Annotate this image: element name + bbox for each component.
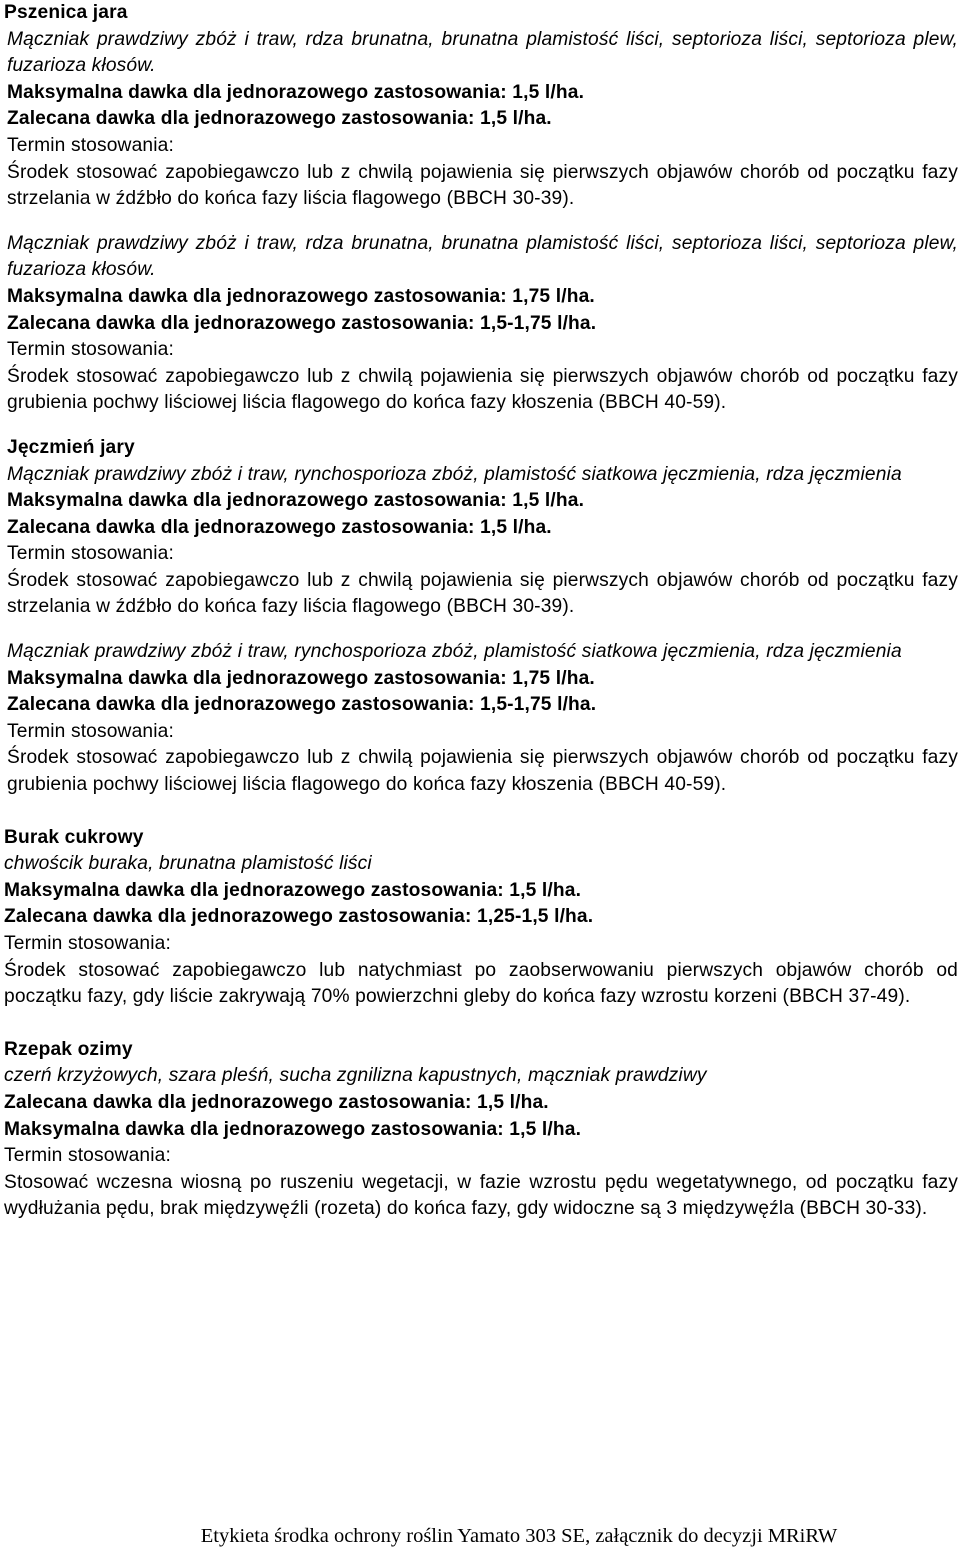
recommended-dose: Zalecana dawka dla jednorazowego zastosowania: 1,5-1,75 l/ha.: [7, 694, 597, 716]
crop-heading: Rzepak ozimy: [4, 1038, 133, 1060]
timing-text: Środek stosować zapobiegawczo lub z chwilą pojawienia się pierwszych objawów chorób od początku fazy grubienia pochwy liściowej liścia flagowego do końca fazy kłoszenia (BBCH 40-59).: [7, 747, 958, 796]
timing-text: Środek stosować zapobiegawczo lub natychmiast po zaobserwowaniu pierwszych objawów chorób od początku fazy, gdy liście zakrywają 70% powierzchni gleby do końca fazy wzrostu korzeni (BBCH 37-49).: [4, 959, 958, 1008]
section-jeczmien-jary: [4, 435, 958, 799]
timing-text: Środek stosować zapobiegawczo lub z chwilą pojawienia się pierwszych objawów chorób od początku fazy strzelania w źdźbło do końca fazy liścia flagowego (BBCH 30-39).: [7, 569, 958, 618]
recommended-dose: Zalecana dawka dla jednorazowego zastosowania: 1,5 l/ha.: [7, 516, 552, 538]
timing-label: Termin stosowania:: [7, 543, 174, 565]
disease-list: czerń krzyżowych, szara pleśń, sucha zgnilizna kapustnych, mączniak prawdziwy: [4, 1065, 707, 1087]
section-pszenica-jara: [4, 0, 958, 417]
timing-label: Termin stosowania:: [7, 720, 174, 742]
timing-label: Termin stosowania:: [4, 1145, 171, 1167]
max-dose: Maksymalna dawka dla jednorazowego zastosowania: 1,5 l/ha.: [4, 879, 582, 901]
entry: [4, 851, 958, 1011]
timing-label: Termin stosowania:: [7, 339, 174, 361]
recommended-dose: Zalecana dawka dla jednorazowego zastosowania: 1,5-1,75 l/ha.: [7, 312, 597, 334]
timing-text: Środek stosować zapobiegawczo lub z chwilą pojawienia się pierwszych objawów chorób od początku fazy grubienia pochwy liściowej liścia flagowego do końca fazy kłoszenia (BBCH 40-59).: [7, 365, 958, 414]
entry: [4, 1063, 958, 1223]
timing-label: Termin stosowania:: [7, 134, 174, 156]
entry: [4, 231, 958, 417]
disease-list: Mączniak prawdziwy zbóż i traw, rdza brunatna, brunatna plamistość liści, septorioza liści, septorioza plew, fuzarioza kłosów.: [7, 28, 958, 77]
disease-list: Mączniak prawdziwy zbóż i traw, rynchosporioza zbóż, plamistość siatkowa jęczmienia, rdza jęczmienia: [7, 463, 902, 485]
timing-label: Termin stosowania:: [4, 933, 171, 954]
section-rzepak-ozimy: [4, 1037, 958, 1223]
max-dose: Maksymalna dawka dla jednorazowego zastosowania: 1,5 l/ha.: [7, 490, 585, 512]
timing-text: Środek stosować zapobiegawczo lub z chwilą pojawienia się pierwszych objawów chorób od początku fazy strzelania w źdźbło do końca fazy liścia flagowego (BBCH 30-39).: [7, 161, 958, 210]
crop-heading: Burak cukrowy: [4, 826, 144, 848]
document-body: [4, 0, 958, 1223]
disease-list: Mączniak prawdziwy zbóż i traw, rynchosporioza zbóż, plamistość siatkowa jęczmienia, rdza jęczmienia: [7, 641, 902, 663]
page-footer: Etykieta środka ochrony roślin Yamato 303 SE, załącznik do decyzji MRiRW: [200, 1525, 838, 1547]
crop-heading: Pszenica jara: [4, 2, 128, 23]
max-dose: Maksymalna dawka dla jednorazowego zastosowania: 1,75 l/ha.: [7, 285, 595, 307]
entry: [4, 639, 958, 799]
crop-heading: Jęczmień jary: [7, 436, 135, 458]
disease-list: chwościk buraka, brunatna plamistość liści: [4, 853, 372, 875]
entry: [4, 27, 958, 213]
entry: [4, 462, 958, 622]
recommended-dose: Zalecana dawka dla jednorazowego zastosowania: 1,5 l/ha.: [4, 1091, 549, 1113]
recommended-dose: Zalecana dawka dla jednorazowego zastosowania: 1,5 l/ha.: [7, 108, 552, 130]
max-dose: Maksymalna dawka dla jednorazowego zastosowania: 1,75 l/ha.: [7, 667, 595, 689]
disease-list: Mączniak prawdziwy zbóż i traw, rdza brunatna, brunatna plamistość liści, septorioza liści, septorioza plew, fuzarioza kłosów.: [7, 232, 958, 281]
recommended-dose: Zalecana dawka dla jednorazowego zastosowania: 1,25-1,5 l/ha.: [4, 906, 594, 928]
max-dose: Maksymalna dawka dla jednorazowego zastosowania: 1,5 l/ha.: [4, 1118, 582, 1140]
section-burak-cukrowy: [4, 825, 958, 1011]
timing-text: Stosować wczesna wiosną po ruszeniu wegetacji, w fazie wzrostu pędu wegetatywnego, od początku fazy wydłużania pędu, brak międzywęźli (rozeta) do końca fazy, gdy widoczne są 3 międzywęźla (BBCH 30-33).: [4, 1171, 958, 1220]
max-dose: Maksymalna dawka dla jednorazowego zastosowania: 1,5 l/ha.: [7, 81, 585, 103]
